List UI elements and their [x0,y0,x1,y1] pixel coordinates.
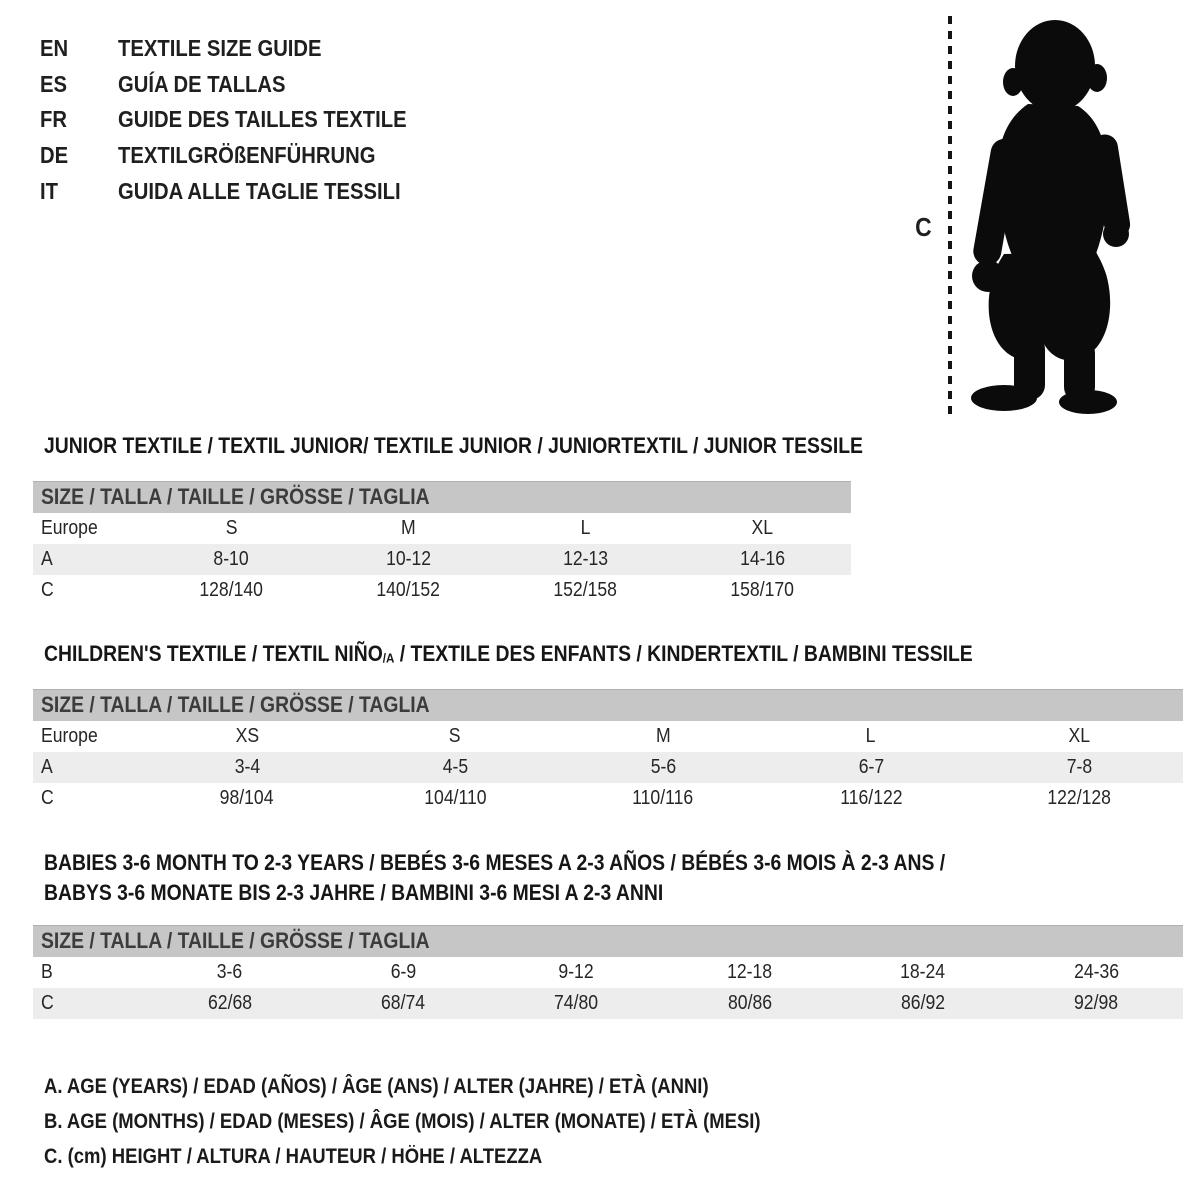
language-row [40,102,446,138]
table-row [33,721,1183,752]
value-cell: 62/68 [207,992,252,1014]
value-cell: 86/92 [900,992,945,1014]
row-label-cell: B [41,961,53,983]
children-section-title: CHILDREN'S TEXTILE / TEXTIL NIÑO/A / TEXTILE DES ENFANTS / KINDERTEXTIL / BAMBINI TESSILE [44,641,973,666]
value-cell: 14-16 [739,548,786,570]
value-cell: 80/86 [727,992,772,1014]
value-cell: 5-6 [650,756,676,778]
height-measure-label: C [915,212,932,242]
size-cell: L [580,517,591,539]
language-code: EN [40,35,69,62]
toddler-silhouette-image [958,12,1148,420]
row-label-cell: C [41,787,54,809]
size-cell: L [866,725,876,747]
size-header-bar: SIZE / TALLA / TAILLE / GRÖSSE / TAGLIA [33,689,1183,721]
language-code: FR [40,106,67,133]
language-title: TEXTILGRÖßENFÜHRUNG [118,142,376,169]
language-row [40,67,446,103]
value-cell: 152/158 [553,579,618,601]
value-cell: 4-5 [442,756,468,778]
language-title: GUÍA DE TALLAS [118,70,286,97]
value-cell: 10-12 [385,548,432,570]
row-label-cell: Europe [41,517,98,539]
value-cell: 6-9 [390,961,416,983]
language-row [40,173,446,209]
value-cell: 110/116 [632,787,694,809]
row-label-cell: Europe [41,725,98,747]
value-cell: 74/80 [554,992,599,1014]
table-row [33,752,1183,783]
row-label-cell: C [41,992,54,1014]
size-cell: S [449,725,461,747]
table-row [33,957,1183,988]
value-cell: 3-4 [234,756,260,778]
table-row [33,544,851,575]
table-row [33,783,1183,814]
value-cell: 3-6 [216,961,243,983]
measure-legend [44,1069,858,1174]
value-cell: 24-36 [1073,961,1119,983]
row-label-cell: C [41,579,54,601]
babies-section-title-line1: BABIES 3-6 MONTH TO 2-3 YEARS / BEBÉS 3-6 MESES A 2-3 AÑOS / BÉBÉS 3-6 MOIS À 2-3 ANS / [44,850,946,875]
value-cell: 98/104 [220,787,274,809]
size-cell: S [225,517,238,539]
language-code: ES [40,70,68,97]
size-header-bar: SIZE / TALLA / TAILLE / GRÖSSE / TAGLIA [33,925,1183,957]
size-header-bar: SIZE / TALLA / TAILLE / GRÖSSE / TAGLIA [33,481,851,513]
size-cell: XL [1068,725,1090,747]
value-cell: 8-10 [213,548,250,570]
value-cell: 116/122 [839,787,903,809]
value-cell: 9-12 [558,961,594,983]
language-title: GUIDE DES TAILLES TEXTILE [118,106,407,133]
language-title: TEXTILE SIZE GUIDE [118,35,322,62]
babies-section-title-line2: BABYS 3-6 MONATE BIS 2-3 JAHRE / BAMBINI 3-6 MESI A 2-3 ANNI [44,880,664,905]
value-cell: 6-7 [858,756,884,778]
size-cell: XL [751,517,774,539]
language-title-list [40,31,446,209]
size-cell: XS [235,725,259,747]
junior-size-table [33,481,851,606]
babies-size-table [33,925,1183,1019]
language-row [40,31,446,67]
value-cell: 68/74 [380,992,426,1014]
junior-section-title: JUNIOR TEXTILE / TEXTIL JUNIOR/ TEXTILE JUNIOR / JUNIORTEXTIL / JUNIOR TESSILE [44,433,863,458]
height-dashed-line [948,16,952,414]
language-code: DE [40,142,69,169]
value-cell: 128/140 [199,579,264,601]
nino-a-subscript: /A [382,650,395,666]
size-cell: M [655,725,671,747]
value-cell: 140/152 [376,579,441,601]
value-cell: 18-24 [900,961,946,983]
value-cell: 7-8 [1066,756,1092,778]
size-cell: M [401,517,416,539]
table-row [33,575,851,606]
language-code: IT [40,177,58,204]
children-size-table [33,689,1183,814]
value-cell: 12-13 [562,548,609,570]
legend-line-age-years: A. AGE (YEARS) / EDAD (AÑOS) / ÂGE (ANS) / ALTER (JAHRE) / ETÀ (ANNI) [44,1074,709,1098]
value-cell: 12-18 [727,961,773,983]
legend-line-age-months: B. AGE (MONTHS) / EDAD (MESES) / ÂGE (MOIS) / ALTER (MONATE) / ETÀ (MESI) [44,1109,761,1133]
table-row [33,513,851,544]
legend-line-height-cm: C. (cm) HEIGHT / ALTURA / HAUTEUR / HÖHE / ALTEZZA [44,1144,543,1168]
value-cell: 122/128 [1047,787,1111,809]
value-cell: 104/110 [423,787,487,809]
language-title: GUIDA ALLE TAGLIE TESSILI [118,177,401,204]
language-row [40,138,446,174]
row-label-cell: A [41,548,53,570]
value-cell: 92/98 [1074,992,1119,1014]
value-cell: 158/170 [730,579,795,601]
table-row [33,988,1183,1019]
row-label-cell: A [41,756,53,778]
